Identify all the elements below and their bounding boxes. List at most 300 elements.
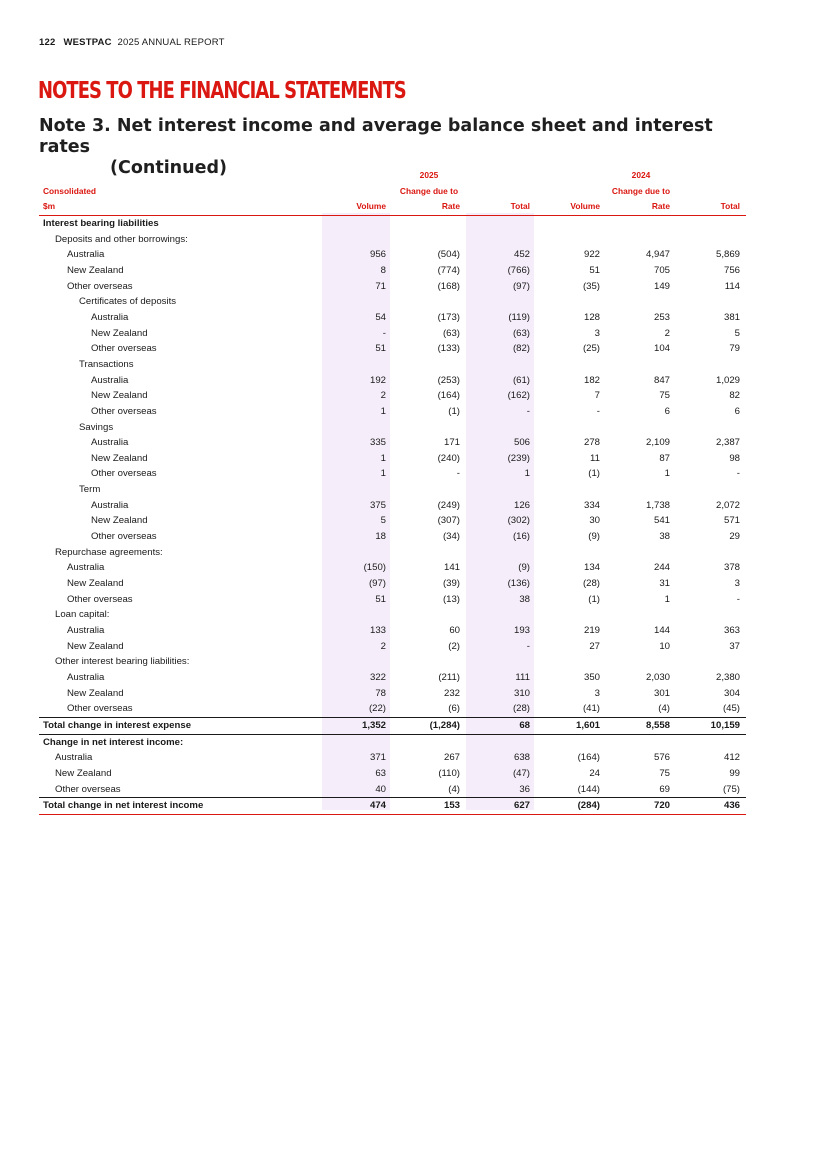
table-row [39,310,746,326]
value-2024-total: - [736,593,740,605]
row-label: Other overseas [67,280,133,292]
value-2024-rate: 720 [606,798,676,815]
value-2025-rate: 60 [449,625,460,637]
value-2024-volume [536,734,606,750]
row-label: Australia [91,499,129,511]
value-2025-rate [392,654,466,670]
value-2025-total: (28) [512,703,530,715]
col-2025-total: Total [466,199,536,215]
value-2025-volume: 956 [369,249,386,261]
row-label: New Zealand [91,452,148,464]
row-label: Other overseas [67,593,133,605]
value-2024-volume: (164) [577,752,600,764]
table-row [39,451,746,467]
value-2025-total: 638 [513,752,530,764]
value-2025-volume [322,294,392,310]
value-2025-total: (119) [508,311,530,323]
value-2025-rate: (307) [437,515,460,527]
row-label: New Zealand [91,390,148,402]
row-label: Other overseas [91,531,157,543]
row-label: Repurchase agreements: [55,546,163,558]
value-2025-total: - [526,640,530,652]
row-label: Australia [91,374,129,386]
value-2024-volume: 24 [589,767,600,779]
table-row [39,576,746,592]
table-row [39,639,746,655]
table-row [39,686,746,702]
value-2025-rate: (249) [437,499,460,511]
value-2025-volume: 375 [369,499,386,511]
value-2024-total: 98 [729,452,740,464]
value-2025-rate: (133) [437,343,460,355]
value-2025-rate: (240) [437,452,460,464]
row-label: Term [79,484,101,496]
value-2024-rate: 38 [659,531,670,543]
value-2025-rate [392,545,466,561]
value-2025-rate [392,734,466,750]
value-2025-total: (82) [512,343,530,355]
table-row [39,420,746,436]
value-2024-total: 3 [734,578,740,590]
value-2024-rate [606,232,676,248]
report-label: 2025 ANNUAL REPORT [117,37,225,48]
value-2024-volume: 11 [590,452,600,464]
row-label: Total change in interest expense [39,717,322,734]
value-2024-total [676,654,746,670]
value-2025-rate: (168) [437,280,460,292]
value-2024-volume: 219 [583,625,600,637]
row-label: Other overseas [91,343,157,355]
value-2024-volume: (9) [588,531,600,543]
value-2025-total: 36 [519,783,530,795]
note-title-continued: (Continued) [110,158,227,178]
value-2024-rate [606,545,676,561]
table-row [39,482,746,498]
value-2025-total: (61) [512,374,530,386]
value-2025-volume: 51 [375,593,386,605]
value-2025-rate: (211) [438,672,460,683]
row-label: Other overseas [91,468,157,480]
table-row [39,654,746,670]
value-2024-rate [606,357,676,373]
table-row [39,232,746,248]
value-2025-rate: (39) [442,578,460,590]
value-2025-total: (162) [507,390,530,402]
value-2025-rate [392,294,466,310]
value-2024-rate: 301 [653,687,670,699]
table-row [39,466,746,482]
header-group-row [39,184,746,200]
change-due-to-2024: Change due to [611,185,671,196]
row-label: New Zealand [67,578,124,590]
brand-name: WESTPAC [63,37,112,48]
value-2025-volume: 322 [369,672,386,683]
value-2025-volume: 1 [380,452,386,464]
value-2025-volume: 371 [369,752,386,764]
table-row [39,592,746,608]
value-2024-total: 5,869 [715,249,740,261]
value-2024-rate [606,734,676,750]
value-2024-total [676,215,746,231]
value-2025-volume: 71 [375,280,386,292]
value-2025-total [466,420,536,436]
value-2024-volume: 278 [583,437,600,449]
value-2025-rate [392,607,466,623]
section-title: NOTES TO THE FINANCIAL STATEMENTS [38,78,406,104]
value-2024-rate: (4) [658,703,670,715]
value-2025-rate [392,420,466,436]
value-2024-volume: (25) [582,343,600,355]
table-row [39,435,746,451]
value-2024-total: 79 [729,343,740,355]
row-label: Australia [67,625,105,637]
value-2025-volume: 335 [369,437,386,449]
value-2025-volume [322,654,392,670]
row-label: New Zealand [67,640,124,652]
value-2025-total: 126 [513,499,530,511]
value-2025-rate: (164) [437,390,460,402]
value-2024-rate [606,420,676,436]
value-2025-total: (47) [512,767,530,779]
value-2024-total: 2,387 [715,437,740,449]
total-row [39,798,746,815]
page-header [39,37,225,48]
table-row [39,357,746,373]
row-label: Interest bearing liabilities [43,217,159,229]
value-2025-total: 452 [513,249,530,261]
row-label: Total change in net interest income [39,798,322,815]
row-label: Other overseas [55,783,121,795]
value-2024-rate: 144 [653,625,670,637]
value-2025-volume [322,734,392,750]
value-2024-total [676,607,746,623]
value-2025-total: (9) [518,562,530,574]
value-2024-volume: 51 [589,264,600,276]
value-2025-volume [322,482,392,498]
value-2024-rate: 8,558 [606,717,676,734]
value-2024-volume: 30 [589,515,600,527]
value-2025-volume: (150) [363,562,386,574]
value-2025-rate: (1,284) [392,717,466,734]
value-2025-rate: 232 [443,687,460,699]
table-row [39,279,746,295]
value-2025-volume: 51 [375,343,386,355]
value-2025-total: (97) [512,280,530,292]
col-2025-volume: Volume [322,199,392,215]
value-2025-rate: (34) [442,531,460,543]
value-2024-volume [536,294,606,310]
value-2024-rate: 2,109 [645,437,670,449]
value-2025-rate: (1) [448,405,460,417]
value-2025-volume [322,215,392,231]
value-2024-volume: (28) [582,578,600,590]
table-row [39,513,746,529]
value-2025-total [466,654,536,670]
value-2024-total: 114 [724,280,740,292]
value-2025-volume [322,420,392,436]
value-2025-volume: 1 [380,405,386,417]
value-2024-rate [606,215,676,231]
value-2024-rate: 75 [659,767,670,779]
value-2025-total: (302) [507,515,530,527]
value-2025-rate: (504) [437,249,460,261]
value-2024-total: 2,072 [715,499,740,511]
value-2025-total [466,607,536,623]
table-row [39,263,746,279]
value-2025-total: 68 [466,717,536,734]
value-2025-volume: (22) [368,703,386,715]
value-2024-total: 5 [734,327,740,339]
row-label: New Zealand [91,515,148,527]
value-2025-volume: 5 [380,515,386,527]
value-2025-volume: (97) [368,578,386,590]
value-2024-total: 756 [723,264,740,276]
row-label: Deposits and other borrowings: [55,233,188,245]
value-2025-volume [322,607,392,623]
value-2024-rate: 6 [664,405,670,417]
value-2025-rate: 141 [443,562,460,574]
table-row [39,607,746,623]
value-2025-total: (16) [512,531,530,543]
value-2024-volume: 128 [583,311,600,323]
value-2024-rate: 87 [659,452,670,464]
row-label: Certificates of deposits [79,296,177,308]
row-label: New Zealand [67,687,124,699]
value-2025-total: 193 [513,625,530,637]
value-2025-total: - [526,405,530,417]
value-2025-total: (766) [507,264,530,276]
row-label: Australia [55,752,93,764]
value-2024-volume: 182 [583,374,600,386]
value-2025-total [466,357,536,373]
note-title-main: Note 3. Net interest income and average balance sheet and interest rates [39,116,713,157]
table-row [39,215,746,231]
year-2025-header: 2025 [419,170,439,180]
value-2025-rate: (253) [437,374,460,386]
value-2024-volume: 3 [594,687,600,699]
row-label: New Zealand [91,327,148,339]
table-row [39,247,746,263]
value-2025-total: 1 [524,468,530,480]
value-2025-volume [322,357,392,373]
header-year-row [39,168,746,184]
table-row [39,373,746,389]
value-2024-volume: 7 [594,390,600,402]
value-2024-total: 99 [729,767,740,779]
table-row [39,404,746,420]
value-2025-rate: (110) [438,767,460,779]
value-2024-volume [536,232,606,248]
value-2024-volume: 922 [583,249,600,261]
value-2025-volume: 40 [375,783,386,795]
row-label: Australia [67,672,105,683]
value-2025-total [466,545,536,561]
value-2024-total [676,357,746,373]
value-2024-rate: 847 [653,374,670,386]
value-2024-total: 381 [723,311,740,323]
value-2024-rate: 1,738 [645,499,670,511]
value-2025-total [466,294,536,310]
interest-change-table [39,168,746,815]
value-2025-volume: 8 [380,264,386,276]
value-2025-volume: 474 [322,798,392,815]
table-row [39,670,746,686]
value-2025-rate: - [456,468,460,480]
table-row [39,498,746,514]
value-2025-volume: 1,352 [322,717,392,734]
value-2024-volume: 1,601 [536,717,606,734]
value-2025-total: 38 [519,593,530,605]
col-2024-rate: Rate [606,199,676,215]
value-2024-total [676,545,746,561]
value-2024-total: 10,159 [676,717,746,734]
row-label: Other overseas [67,703,133,715]
table-row [39,750,746,766]
value-2024-volume: 27 [589,640,600,652]
row-label: Change in net interest income: [43,736,184,748]
value-2024-volume: 350 [583,672,600,683]
unit-label: $m [39,199,322,215]
value-2024-volume: 334 [583,499,600,511]
consolidated-label: Consolidated [43,185,97,196]
value-2024-rate: 1 [664,468,670,480]
value-2024-rate [606,607,676,623]
value-2024-total: 2,380 [715,672,740,683]
value-2024-volume: 3 [594,327,600,339]
value-2024-volume [536,420,606,436]
value-2025-total: (136) [507,578,530,590]
value-2025-total [466,215,536,231]
table-row [39,701,746,717]
value-2024-total: 378 [723,562,740,574]
value-2024-volume: (144) [577,783,600,795]
value-2024-volume: (35) [582,280,600,292]
value-2025-volume: 54 [375,311,386,323]
total-row [39,717,746,734]
row-label: Australia [91,311,129,323]
value-2025-rate: 267 [443,752,460,764]
value-2025-total: (239) [507,452,530,464]
row-label: Australia [67,562,105,574]
value-2024-volume: 134 [583,562,600,574]
value-2024-volume [536,215,606,231]
row-label: Other interest bearing liabilities: [55,656,190,668]
value-2025-total [466,232,536,248]
value-2024-rate: 244 [653,562,670,574]
value-2025-rate: (13) [442,593,460,605]
value-2024-total: 6 [734,405,740,417]
value-2024-total [676,482,746,498]
value-2024-total [676,294,746,310]
value-2024-total: 37 [729,640,740,652]
value-2025-volume: 78 [375,687,386,699]
value-2024-rate: 705 [653,264,670,276]
value-2024-rate: 541 [653,515,670,527]
header-column-row [39,199,746,215]
value-2024-rate: 2 [664,327,670,339]
table-row [39,341,746,357]
table-row [39,388,746,404]
row-label: Loan capital: [55,609,110,621]
value-2024-volume [536,607,606,623]
table-row [39,326,746,342]
value-2025-rate: 153 [392,798,466,815]
value-2024-rate: 31 [659,578,670,590]
row-label: Savings [79,421,114,433]
value-2024-total: 363 [723,625,740,637]
value-2025-total: 506 [513,437,530,449]
table-row [39,766,746,782]
value-2024-volume: (41) [582,703,600,715]
value-2024-rate: 10 [659,640,670,652]
value-2024-volume: (1) [588,468,600,480]
row-label: Transactions [79,358,134,370]
value-2025-total: 627 [466,798,536,815]
value-2025-total [466,734,536,750]
value-2025-volume [322,545,392,561]
value-2024-volume [536,545,606,561]
col-2025-rate: Rate [392,199,466,215]
value-2024-volume: - [596,405,600,417]
value-2024-volume: (1) [588,593,600,605]
row-label: Other overseas [91,405,157,417]
value-2025-total: 111 [515,672,530,683]
value-2025-rate: (2) [448,640,460,652]
value-2025-rate: (4) [448,783,460,795]
value-2025-volume: 2 [380,390,386,402]
value-2024-rate [606,654,676,670]
value-2024-rate: 1 [664,593,670,605]
value-2024-rate: 75 [659,390,670,402]
value-2025-volume: 1 [380,468,386,480]
table-body [39,215,746,814]
page-number: 122 [39,37,56,48]
value-2024-volume: (284) [536,798,606,815]
value-2025-volume [322,232,392,248]
value-2024-volume [536,357,606,373]
value-2025-volume: - [382,327,386,339]
value-2024-rate: 253 [653,311,670,323]
value-2024-rate [606,294,676,310]
value-2024-rate [606,482,676,498]
value-2024-rate: 4,947 [645,249,670,261]
row-label: Australia [91,437,129,449]
value-2024-total: 304 [723,687,740,699]
value-2025-total: (63) [512,327,530,339]
value-2024-total [676,232,746,248]
value-2024-rate: 104 [653,343,670,355]
value-2024-total: 436 [676,798,746,815]
value-2025-volume: 133 [369,625,386,637]
col-2024-total: Total [676,199,746,215]
value-2024-volume [536,654,606,670]
value-2024-total: 82 [729,390,740,402]
year-2024-header: 2024 [631,170,651,180]
value-2024-total [676,420,746,436]
value-2024-volume [536,482,606,498]
value-2025-rate [392,215,466,231]
value-2024-total: (75) [722,783,740,795]
value-2025-rate: (774) [437,264,460,276]
value-2025-rate: (173) [437,311,460,323]
table-row [39,782,746,798]
col-2024-volume: Volume [536,199,606,215]
value-2025-rate: (63) [442,327,460,339]
value-2024-rate: 2,030 [645,672,670,683]
table-row [39,734,746,750]
value-2025-total [466,482,536,498]
row-label: New Zealand [67,264,124,276]
